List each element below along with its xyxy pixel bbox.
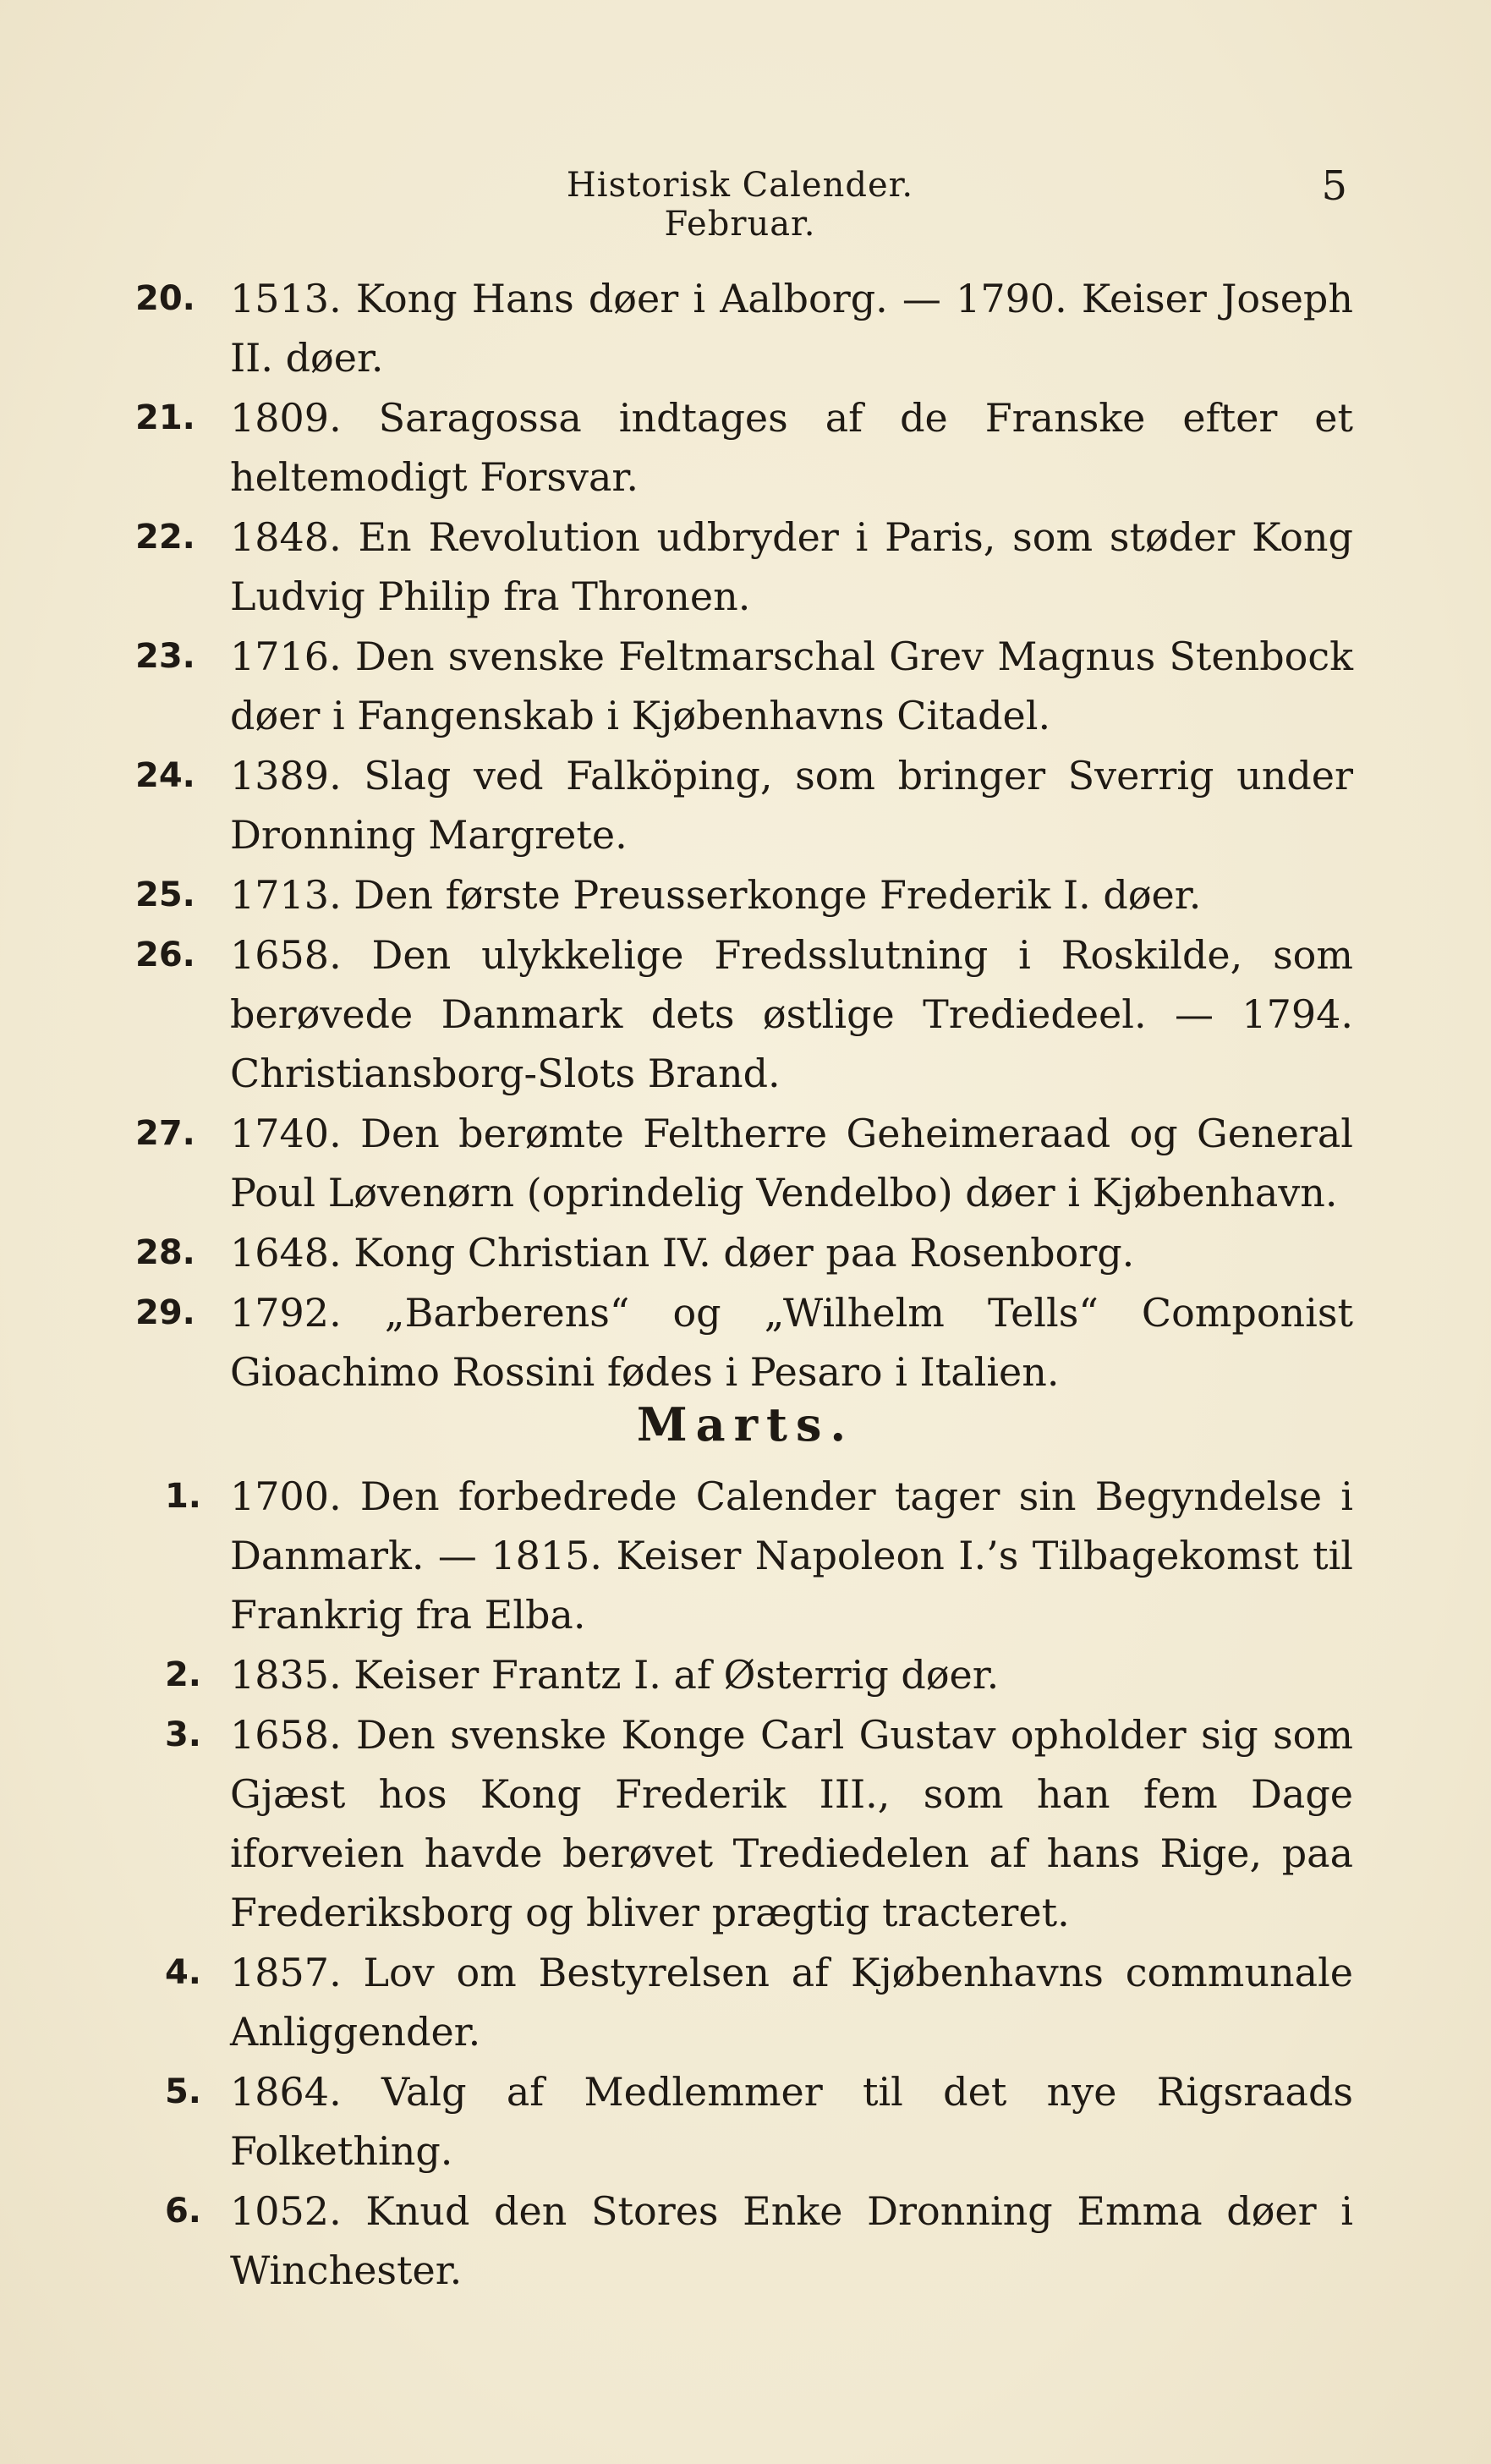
- entry-day: 3.: [164, 1715, 201, 1754]
- entry-day: 27.: [135, 1114, 195, 1153]
- entry-day: 29.: [135, 1293, 195, 1332]
- calendar-entry: [135, 925, 1353, 1103]
- entry-text: 1658. Den svenske Konge Carl Gustav opholder sig som Gjæst hos Kong Frederik III., som han fem Dage iforveien havde berøvet Trediedelen af hans Rige, paa Frederiksborg og bliver prægtig tracteret.: [230, 1712, 1353, 1935]
- month-heading-march: Marts.: [636, 1397, 855, 1452]
- calendar-entry: [135, 865, 1353, 925]
- calendar-entry: [135, 1223, 1353, 1282]
- entry-text: 1713. Den første Preusserkonge Frederik I. døer.: [230, 872, 1202, 918]
- february-entries: [135, 269, 1353, 1402]
- entry-day: 6.: [164, 2192, 201, 2231]
- entry-day: 4.: [164, 1953, 201, 1992]
- entry-text: 1658. Den ulykkelige Fredsslutning i Roskilde, som berøvede Danmark dets østlige Trediedeel. — 1794. Christiansborg-Slots Brand.: [230, 932, 1353, 1096]
- entry-day: 28.: [135, 1233, 195, 1272]
- calendar-entry: [135, 508, 1353, 626]
- entry-text: 1848. En Revolution udbryder i Paris, som støder Kong Ludvig Philip fra Thronen.: [230, 514, 1353, 619]
- calendar-entry: [135, 627, 1353, 745]
- calendar-entry: [135, 1467, 1353, 1644]
- entry-text: 1835. Keiser Frantz I. af Østerrig døer.: [230, 1652, 1000, 1698]
- calendar-entry: [135, 1283, 1353, 1402]
- calendar-entry: [135, 1943, 1353, 2061]
- entry-day: 2.: [164, 1655, 201, 1694]
- entry-day: 26.: [135, 936, 195, 974]
- entry-text: 1792. „Barberens“ og „Wilhelm Tells“ Componist Gioachimo Rossini fødes i Pesaro i Italien.: [230, 1290, 1353, 1395]
- entry-day: 24.: [135, 756, 195, 795]
- march-entries: [135, 1467, 1353, 2301]
- entry-day: 25.: [135, 875, 195, 914]
- entry-text: 1389. Slag ved Falköping, som bringer Sverrig under Dronning Margrete.: [230, 753, 1353, 858]
- calendar-entry: [135, 1645, 1353, 1704]
- entry-day: 5.: [164, 2072, 201, 2111]
- running-head: Historisk Calender. Februar.: [566, 166, 914, 244]
- entry-text: 1052. Knud den Stores Enke Dronning Emma døer i Winchester.: [230, 2188, 1353, 2293]
- entry-day: 1.: [164, 1477, 201, 1516]
- entry-day: 22.: [135, 518, 195, 557]
- entry-text: 1864. Valg af Medlemmer til det nye Rigsraads Folkething.: [230, 2069, 1353, 2174]
- entry-day: 21.: [135, 398, 195, 437]
- entry-text: 1648. Kong Christian IV. døer paa Rosenborg.: [230, 1230, 1135, 1276]
- entry-day: 23.: [135, 637, 195, 676]
- calendar-entry: [135, 746, 1353, 864]
- page-number: 5: [1321, 162, 1347, 210]
- entry-text: 1700. Den forbedrede Calender tager sin Begyndelse i Danmark. — 1815. Keiser Napoleon I.’s Tilbagekomst til Frankrig fra Elba.: [230, 1473, 1353, 1638]
- calendar-entry: [135, 388, 1353, 507]
- page-header: [0, 162, 1491, 244]
- calendar-entry: [135, 2181, 1353, 2300]
- calendar-entry: [135, 1104, 1353, 1222]
- calendar-entry: [135, 1705, 1353, 1942]
- entry-text: 1513. Kong Hans døer i Aalborg. — 1790. Keiser Joseph II. døer.: [230, 276, 1353, 381]
- entry-text: 1809. Saragossa indtages af de Franske efter et heltemodigt Forsvar.: [230, 395, 1353, 500]
- calendar-entry: [135, 2062, 1353, 2181]
- entry-day: 20.: [135, 279, 195, 318]
- entry-text: 1740. Den berømte Feltherre Geheimeraad og General Poul Løvenørn (oprindelig Vendelbo) døer i Kjøbenhavn.: [230, 1111, 1353, 1216]
- entry-text: 1716. Den svenske Feltmarschal Grev Magnus Stenbock døer i Fangenskab i Kjøbenhavns Citadel.: [230, 634, 1353, 738]
- calendar-entry: [135, 269, 1353, 387]
- entry-text: 1857. Lov om Bestyrelsen af Kjøbenhavns communale Anliggender.: [230, 1950, 1353, 2055]
